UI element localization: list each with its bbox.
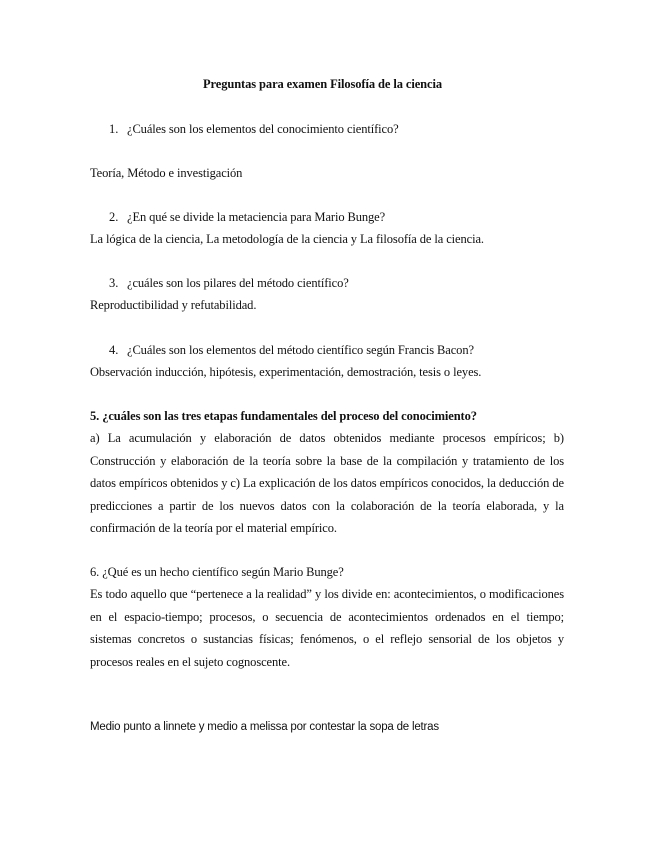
q5-answer: a) La acumulación y elaboración de datos obtenidos mediante procesos empíricos; b) Construcción y elaboración de la teoría sobre la base de la compilación y tratamiento de los datos empíricos obtenidos y c) La explicación de los datos empíricos conocidos, la deducción de predicciones a partir de los nuevos datos con la colaboración de la teoría elaborada, y la confirmación de la teoría por el material empírico. [90,431,564,535]
q3-question: ¿cuáles son los pilares del método científico? [127,276,349,290]
q2-answer: La lógica de la ciencia, La metodología de la ciencia y La filosofía de la ciencia. [90,232,484,246]
q1-question: ¿Cuáles son los elementos del conocimiento científico? [127,122,399,136]
footer-note: Medio punto a linnete y medio a melissa por contestar la sopa de letras [90,721,439,733]
q2-number: 2. [109,210,119,224]
q2-question: ¿En qué se divide la metaciencia para Mario Bunge? [127,210,386,224]
q4-number: 4. [109,343,119,357]
q1-number: 1. [109,122,119,136]
q3-answer: Reproductibilidad y refutabilidad. [90,298,257,312]
q5-question: 5. ¿cuáles son las tres etapas fundamentales del proceso del conocimiento? [90,409,477,423]
document-title: Preguntas para examen Filosofía de la ciencia [203,77,442,91]
q6-answer: Es todo aquello que “pertenece a la realidad” y los divide en: acontecimientos, o modificaciones en el espacio-tiempo; procesos, o secuencia de acontecimientos ordenados en el tiempo; sistemas concretos o sustancias físicas; fenómenos, o el reflejo sensorial de los objetos y procesos reales en el sujeto cognoscente. [90,587,564,669]
q4-answer: Observación inducción, hipótesis, experimentación, demostración, tesis o leyes. [90,365,482,379]
q1-answer: Teoría, Método e investigación [90,166,243,180]
q6-question: 6. ¿Qué es un hecho científico según Mario Bunge? [90,565,344,579]
q3-number: 3. [109,276,119,290]
q4-question: ¿Cuáles son los elementos del método científico según Francis Bacon? [127,343,474,357]
